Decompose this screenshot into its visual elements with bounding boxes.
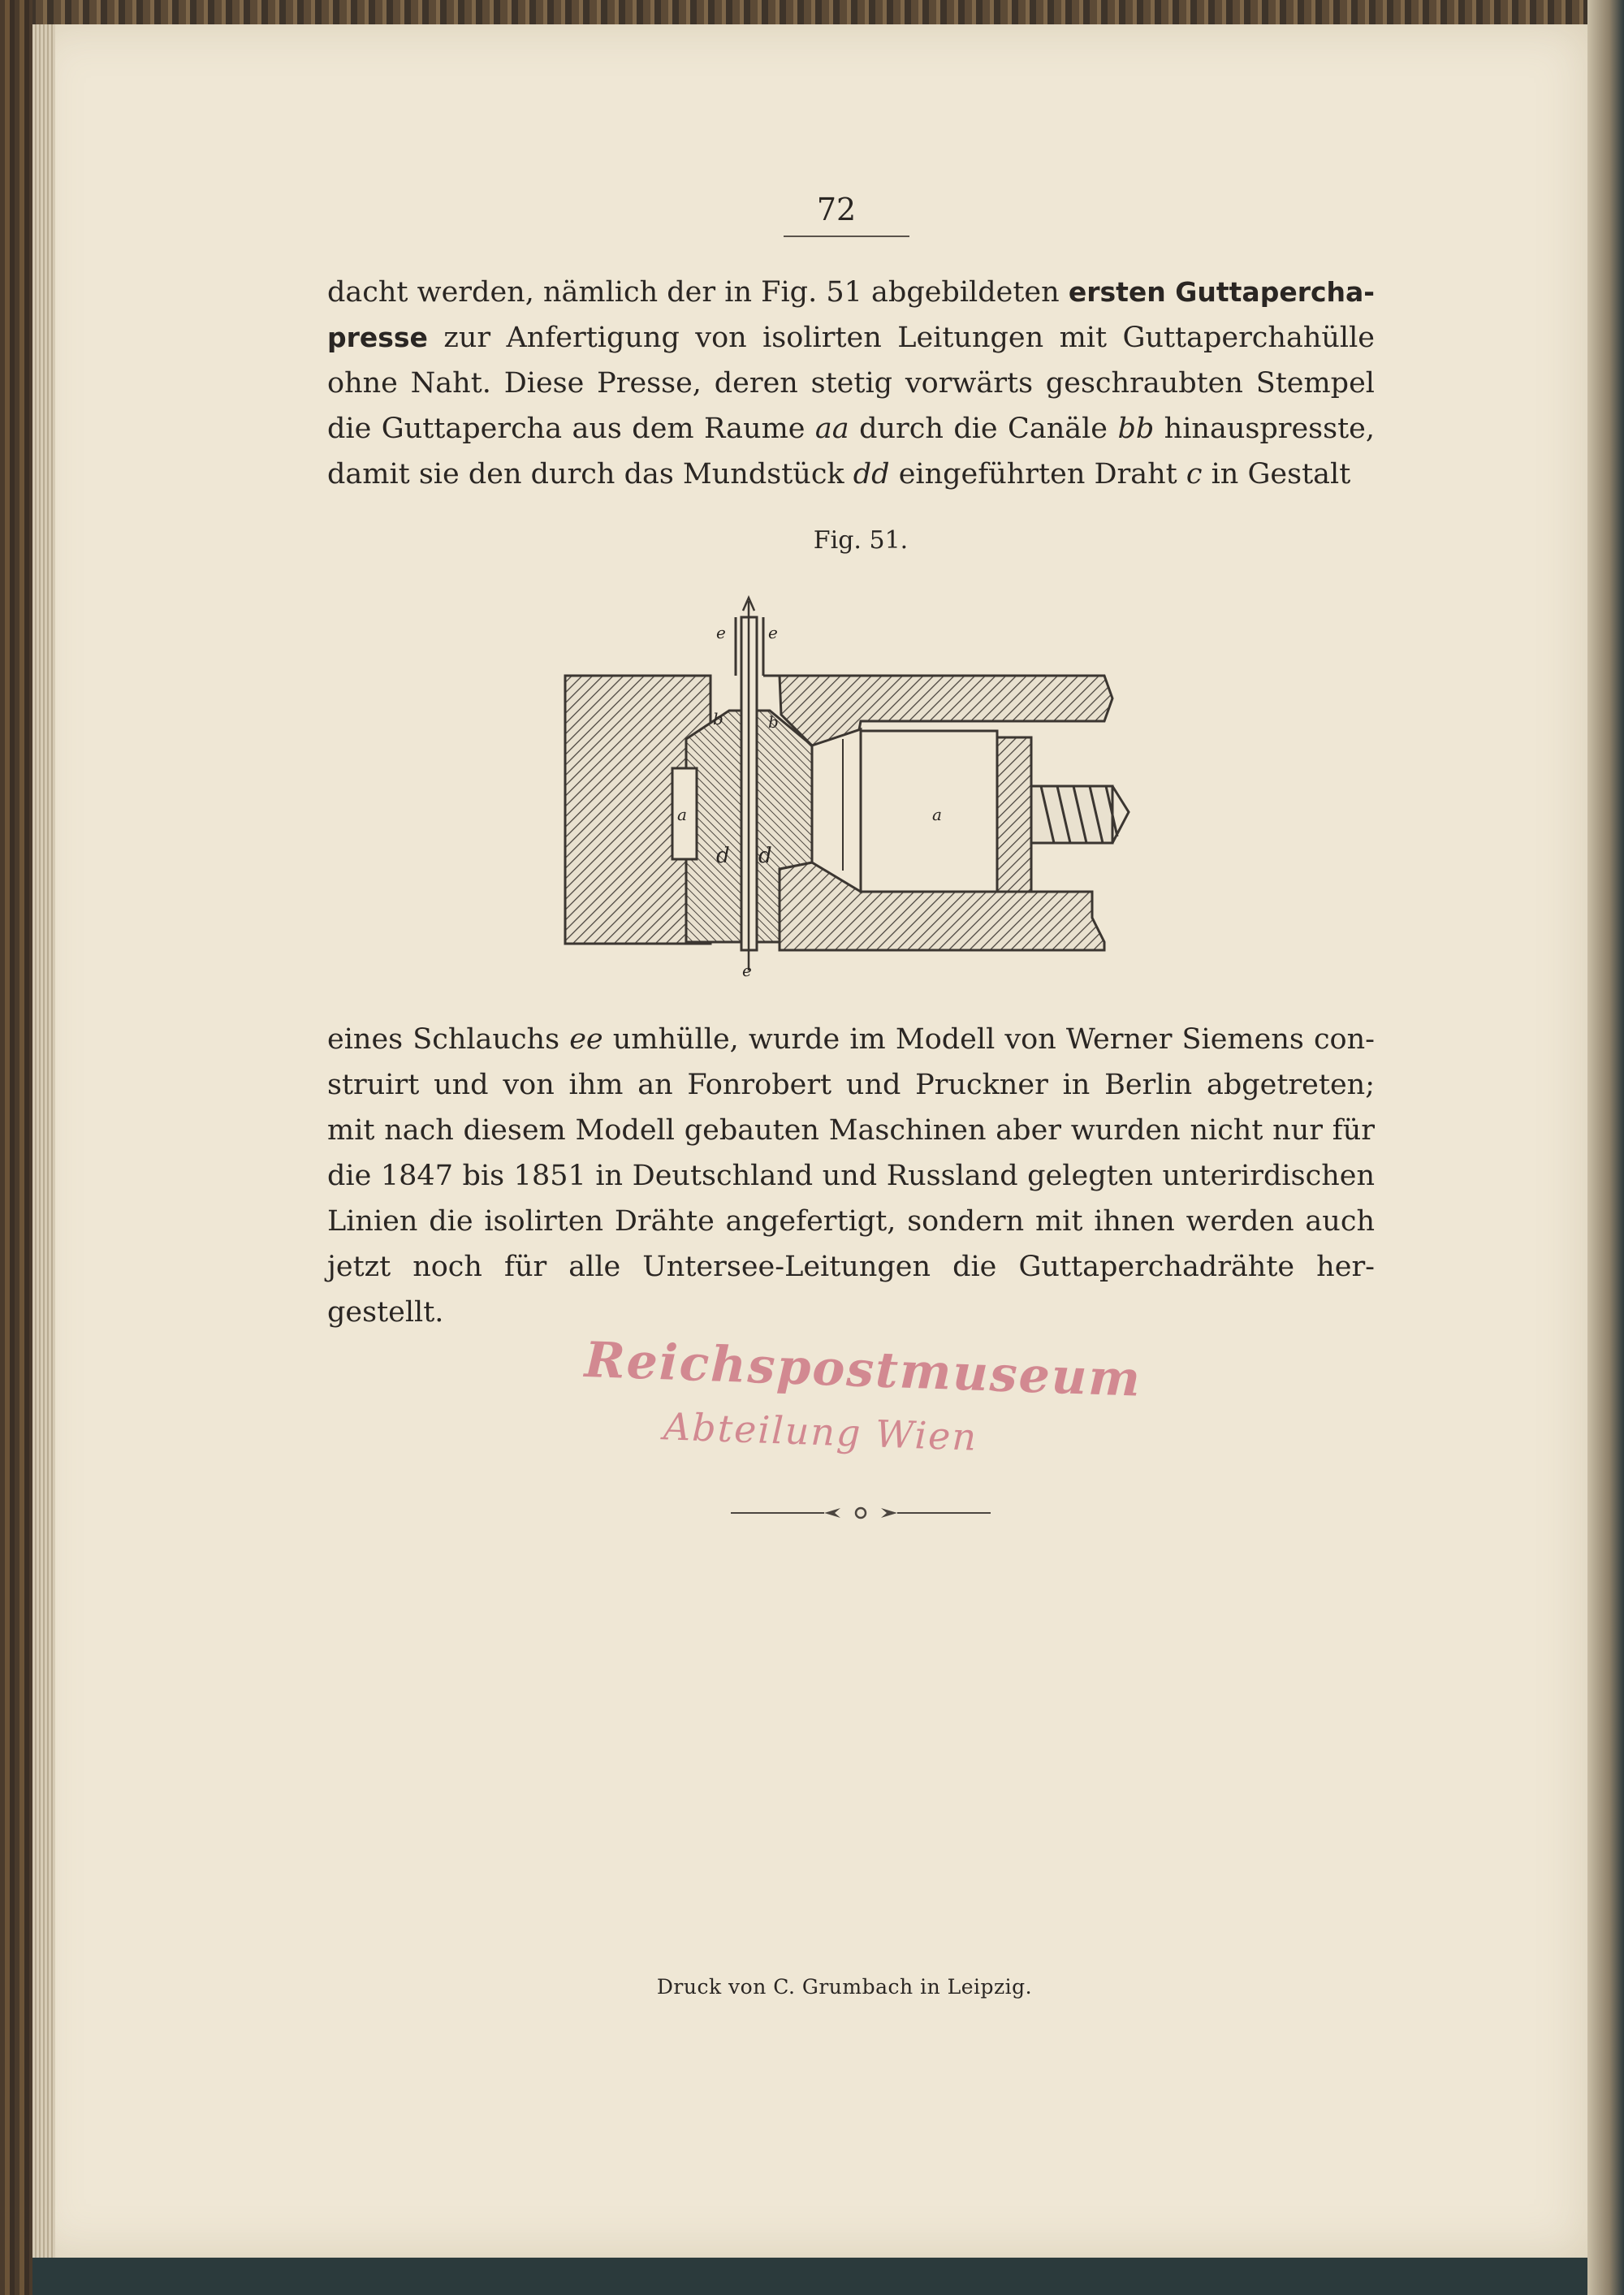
page-stack-edges	[32, 24, 55, 2258]
paragraph-2-line-3: mit nach diesem Modell gebauten Maschinen aber wurden nicht nur für	[327, 1114, 1375, 1147]
label-a-chamber: a	[932, 805, 942, 824]
stamp-line-1: Reichspostmuseum	[583, 1331, 1143, 1408]
printer-imprint: Druck von C. Grumbach in Leipzig.	[656, 1975, 1033, 1999]
book-cover-edge	[0, 0, 32, 2295]
paragraph-1-line-3: ohne Naht. Diese Presse, deren stetig vorwärts geschraubten Stempel	[327, 367, 1375, 400]
screw	[1031, 786, 1129, 843]
label-e-right: e	[768, 623, 778, 642]
label-a-left: a	[677, 805, 687, 824]
label-d-left: d	[716, 844, 730, 868]
paragraph-2	[327, 1017, 1375, 1335]
library-stamp	[566, 1331, 1143, 1487]
paragraph-2-line-7: gestellt.	[327, 1296, 444, 1329]
label-e-left: e	[716, 623, 726, 642]
label-b-left: b	[713, 709, 723, 728]
label-d-right: d	[758, 844, 772, 868]
paragraph-1-line-5: damit sie den durch das Mundstück dd eingeführten Draht c in Gestalt	[327, 458, 1351, 491]
paragraph-2-line-5: Linien die isolirten Drähte angefertigt, sondern mit ihnen werden auch	[327, 1205, 1375, 1238]
page-number-rule	[784, 236, 909, 237]
book-right-edge	[1587, 0, 1624, 2295]
chamber-aa	[861, 731, 997, 892]
label-b-right: b	[768, 712, 779, 732]
stamp-line-2: Abteilung Wien	[663, 1404, 979, 1459]
paragraph-1-line-4: die Guttapercha aus dem Raume aa durch die Canäle bb hinauspresste,	[327, 413, 1375, 445]
page-number: 72	[816, 192, 857, 227]
label-e-bottom: e	[742, 961, 752, 980]
paragraph-2-line-4: die 1847 bis 1851 in Deutschland und Russland gelegten unterirdischen	[327, 1160, 1375, 1192]
paragraph-2-line-1: eines Schlauchs ee umhülle, wurde im Modell von Werner Siemens con-	[327, 1023, 1375, 1056]
figure-caption: Fig. 51.	[813, 526, 909, 555]
paragraph-2-line-6: jetzt noch für alle Untersee-Leitungen die Guttaperchadrähte her-	[327, 1251, 1375, 1283]
paragraph-1-line-2: presse zur Anfertigung von isolirten Leitungen mit Guttaperchahülle	[327, 322, 1375, 354]
figure-51-guttapercha-press	[544, 568, 1161, 991]
paragraph-2-line-2: struirt und von ihm an Fonrobert und Pruckner in Berlin abgetreten;	[327, 1069, 1375, 1101]
chamber-taper	[812, 729, 861, 892]
book-top-edge	[0, 0, 1624, 26]
paragraph-1-line-1: dacht werden, nämlich der in Fig. 51 abgebildeten ersten Guttapercha-	[327, 276, 1375, 309]
paragraph-1	[327, 270, 1375, 497]
end-ornament-icon	[731, 1501, 991, 1525]
